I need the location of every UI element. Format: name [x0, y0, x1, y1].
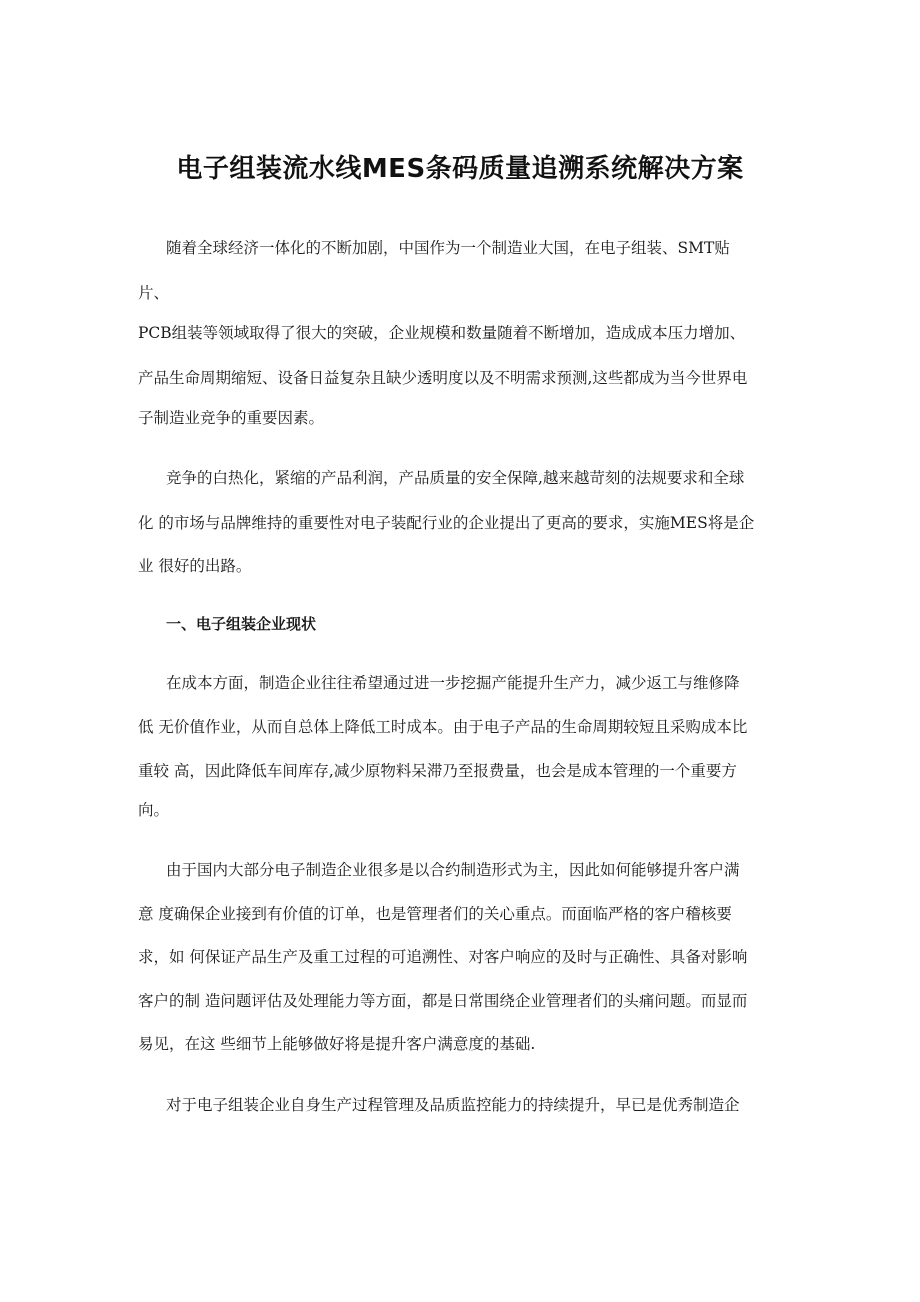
paragraph-2-line-3: 业 很好的出路。 — [138, 557, 252, 575]
paragraph-4-line-3: 求，如 何保证产品生产及重工过程的可追溯性、对客户响应的及时与正确性、具备对影响 — [138, 948, 748, 966]
paragraph-1-line-4: 产品生命周期缩短、设备日益复杂且缺少透明度以及不明需求预测,这些都成为当今世界电 — [138, 369, 748, 387]
paragraph-2-line-1: 竞争的白热化，紧缩的产品利润，产品质量的安全保障,越来越苛刻的法规要求和全球 — [166, 469, 745, 487]
paragraph-4-line-2: 意 度确保企业接到有价值的订单，也是管理者们的关心重点。而面临严格的客户稽核要 — [138, 905, 732, 923]
paragraph-1-line-2: 片、 — [138, 284, 170, 302]
paragraph-3-line-3: 重较 高，因此降低车间库存,减少原物料呆滞乃至报费量，也会是成本管理的一个重要方 — [138, 762, 737, 780]
document-title: 电子组装流水线MES条码质量追溯系统解决方案 — [176, 154, 744, 184]
paragraph-5-line-1: 对于电子组装企业自身生产过程管理及品质监控能力的持续提升，早已是优秀制造企 — [166, 1096, 740, 1114]
paragraph-2-line-2: 化 的市场与品牌维持的重要性对电子装配行业的企业提出了更高的要求，实施MES将是企 — [138, 514, 755, 532]
paragraph-4-line-4: 客户的制 造问题评估及处理能力等方面，都是日常围绕企业管理者们的头痛问题。而显而 — [138, 992, 748, 1010]
paragraph-1-line-1: 随着全球经济一体化的不断加剧，中国作为一个制造业大国，在电子组装、SMT贴 — [166, 239, 730, 257]
section-heading: 一、电子组装企业现状 — [166, 615, 317, 633]
paragraph-1-line-5: 子制造业竞争的重要因素。 — [138, 409, 325, 427]
paragraph-4-line-1: 由于国内大部分电子制造企业很多是以合约制造形式为主，因此如何能够提升客户满 — [166, 861, 740, 879]
paragraph-1-line-3: PCB组装等领域取得了很大的突破，企业规模和数量随着不断增加，造成成本压力增加、 — [138, 324, 746, 342]
paragraph-3-line-1: 在成本方面，制造企业往往希望通过进一步挖掘产能提升生产力，减少返工与维修降 — [166, 674, 740, 692]
paragraph-3-line-2: 低 无价值作业，从而自总体上降低工时成本。由于电子产品的生命周期较短且采购成本比 — [138, 718, 748, 736]
paragraph-3-line-4: 向。 — [138, 801, 170, 819]
paragraph-4-line-5: 易见，在这 些细节上能够做好将是提升客户满意度的基础. — [138, 1035, 536, 1053]
